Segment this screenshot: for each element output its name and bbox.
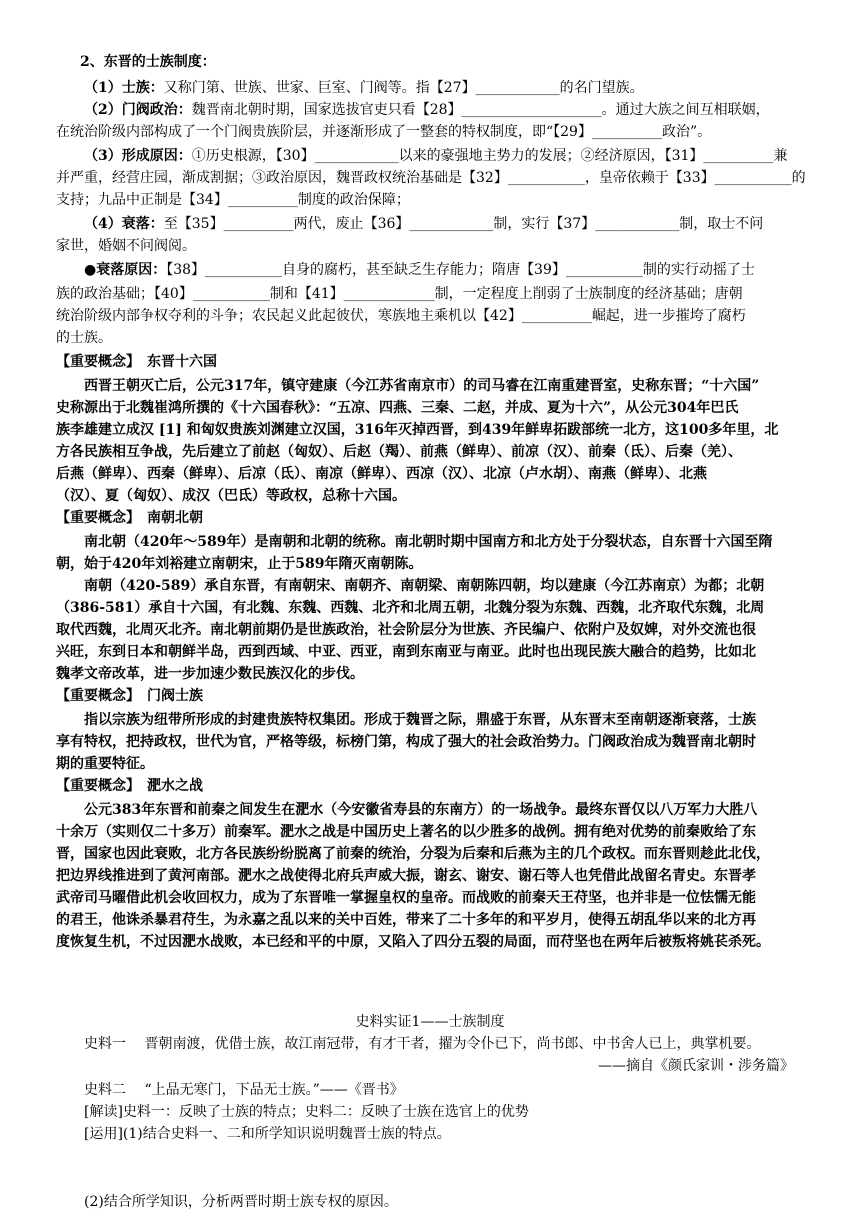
evidence-title: 史料实证1——士族制度 [355,1014,505,1030]
definition-line [84,214,763,234]
concept-line: 十余万（实则仅二十多万）前秦军。淝水之战是中国历史上著名的以少胜多的战例。拥有绝对优势的前秦败给了东 [56,824,756,840]
definition-line [56,190,410,210]
definition-label: （1）士族： [84,80,164,96]
source2-label: 史料二 [84,1082,126,1098]
definition-line [56,168,806,188]
source1 [84,1034,760,1054]
definition-line [56,306,746,326]
definition-line [56,122,711,142]
concept-line: 期的重要特征。 [56,756,154,772]
interpretation: [解读]史料一：反映了士族的特点；史料二：反映了士族在选官上的优势 [84,1104,529,1120]
definition-label: ●衰落原因： [84,262,167,278]
definition-text: 统治阶级内部争权夺利的斗争；农民起义此起彼伏，寒族地主乘机以【42】__________崛起，进一步摧垮了腐朽 [56,308,746,324]
concept-line: 西晋王朝灭亡后，公元317年，镇守建康（今江苏省南京市）的司马睿在江南重建晋室，史称东晋；“十六国” [84,378,760,394]
source1-label: 史料一 [84,1036,126,1052]
definition-text: 【38】___________自身的腐朽，甚至缺乏生存能力；隋唐【39】___________制的实行动摇了士 [166,262,755,278]
concept-line: 把边界线推进到了黄河南部。淝水之战使得北府兵声威大振，谢玄、谢安、谢石等人也凭借此战留名青史。东晋孝 [56,868,756,884]
source2-text: “上品无寒门，下品无士族。”——《晋书》 [144,1082,404,1098]
definition-label: （2）门阀政治： [84,102,192,118]
definition-line [84,78,644,98]
concept-heading: 【重要概念】 淝水之战 [56,778,203,794]
apply-question-2: (2)结合所学知识，分析两晋时期士族专权的原因。 [84,1194,398,1210]
concept-line: 朝，始于420年刘裕建立南朝宋，止于589年隋灭南朝陈。 [56,556,423,572]
concept-line: 魏孝文帝改革，进一步加速少数民族汉化的步伐。 [56,666,364,682]
source2 [84,1080,404,1100]
definition-text: 在统治阶级内部构成了一个门阀贵族阶层，并逐渐形成了一整套的特权制度，即“【29】__________政治”。 [56,124,712,140]
concept-line: （386-581）承自十六国，有北魏、东魏、西魏、北齐和北周五朝，北魏分裂为东魏、西魏，北齐取代东魏，北周 [56,600,765,616]
concept-line: 史称源出于北魏崔鸿所撰的《十六国春秋》：“五凉、四燕、三秦、二赵，并成、夏为十六”，从公元304年巴氏 [56,400,739,416]
definition-line [84,100,770,120]
concept-line: 武帝司马曜借此机会收回权力，成为了东晋唯一掌握皇权的皇帝。而战败的前秦天王苻坚，也并非是一位怯懦无能 [56,890,756,906]
definition-text: ①历史根源，【30】____________以来的豪强地主势力的发展；②经济原因，【31】__________兼 [191,148,788,164]
definition-text: 至【35】__________两代，废止【36】____________制，实行【37】____________制，取士不问 [163,216,764,232]
concept-line: 度恢复生机，不过因淝水战败，本已经和平的中原，又陷入了四分五裂的局面，而苻坚也在两年后被叛将姚苌杀死。 [56,934,770,950]
concept-line: 取代西魏，北周灭北齐。南北朝前期仍是世族政治，社会阶层分为世族、齐民编户、依附户及奴婢，对外交流也很 [56,622,756,638]
concept-line: 享有特权，把持政权，世代为官，严格等级，标榜门第，构成了强大的社会政治势力。门阀政治成为魏晋南北朝时 [56,734,756,750]
definition-line [56,284,743,304]
concept-line: 公元383年东晋和前秦之间发生在淝水（今安徽省寿县的东南方）的一场战争。最终东晋仅以八万军力大胜八 [84,802,758,818]
definition-line [56,328,112,348]
definition-line [56,236,196,256]
concept-line: 后燕（鲜卑）、西秦（鲜卑）、后凉（氐）、南凉（鲜卑）、西凉（汉）、北凉（卢水胡）、南燕（鲜卑）、北燕 [56,466,707,482]
apply-question-1: [运用](1)结合史料一、二和所学知识说明魏晋士族的特点。 [84,1126,451,1142]
concept-line: 指以宗族为纽带所形成的封建贵族特权集团。形成于魏晋之际，鼎盛于东晋，从东晋末至南朝逐渐衰落，士族 [84,712,756,728]
concept-line: （汉）、夏（匈奴）、成汉（巴氐）等政权，总称十六国。 [56,488,406,504]
concept-line: 兴旺，东到日本和朝鲜半岛，西到西域、中亚、西亚，南到东南亚与南亚。此时也出现民族大融合的趋势，比如北 [56,644,756,660]
definition-text: 支持；九品中正制是【34】__________制度的政治保障； [56,192,410,208]
definition-text: 的士族。 [56,330,112,346]
concept-line: 族李雄建立成汉 [1] 和匈奴贵族刘渊建立汉国，316年灭掉西晋，到439年鲜卑拓跋部统一北方，这100多年里，北 [56,422,779,438]
definition-text: 家世，婚姻不问阀阅。 [56,238,196,254]
concept-line: 南朝（420-589）承自东晋，有南朝宋、南朝齐、南朝梁、南朝陈四朝，均以建康（今江苏南京）为都；北朝 [84,578,765,594]
definition-text: 又称门第、世族、世家、巨室、门阀等。指【27】____________的名门望族。 [163,80,644,96]
concept-line: 的君王，他诛杀暴君苻生，为永嘉之乱以来的关中百姓，带来了二十多年的和平岁月，使得五胡乱华以来的北方再 [56,912,756,928]
source1-citation: ——摘自《颜氏家训・涉务篇》 [598,1058,794,1074]
section-title: 2、东晋的士族制度： [80,54,216,70]
concept-heading: 【重要概念】 南朝北朝 [56,510,203,526]
source1-text: 晋朝南渡，优借士族，故江南冠带，有才干者，擢为令仆已下，尚书郎、中书舍人已上，典掌机要。 [144,1036,761,1052]
definition-text: 魏晋南北朝时期，国家选拔官吏只看【28】____________________。通过大族之间互相联姻， [191,102,770,118]
definition-line [84,146,787,166]
definition-text: 并严重，经营庄园，渐成割据；③政治原因，魏晋政权统治基础是【32】___________，皇帝依赖于【33】___________的 [56,170,806,186]
definition-label: （4）衰落： [84,216,164,232]
definition-line [84,260,755,280]
concept-heading: 【重要概念】 门阀士族 [56,688,203,704]
definition-text: 族的政治基础；【40】___________制和【41】_____________制，一定程度上削弱了士族制度的经济基础；唐朝 [56,286,743,302]
concept-line: 晋，国家也因此衰败，北方各民族纷纷脱离了前秦的统治，分裂为后秦和后燕为主的几个政权。而东晋则趁此北伐， [56,846,770,862]
concept-line: 方各民族相互争战，先后建立了前赵（匈奴）、后赵（羯）、前燕（鲜卑）、前凉（汉）、前秦（氐）、后秦（羌）、 [56,444,742,460]
definition-label: （3）形成原因： [84,148,192,164]
concept-heading: 【重要概念】 东晋十六国 [56,354,217,370]
concept-line: 南北朝（420年～589年）是南朝和北朝的统称。南北朝时期中国南方和北方处于分裂状态，自东晋十六国至隋 [84,534,773,550]
